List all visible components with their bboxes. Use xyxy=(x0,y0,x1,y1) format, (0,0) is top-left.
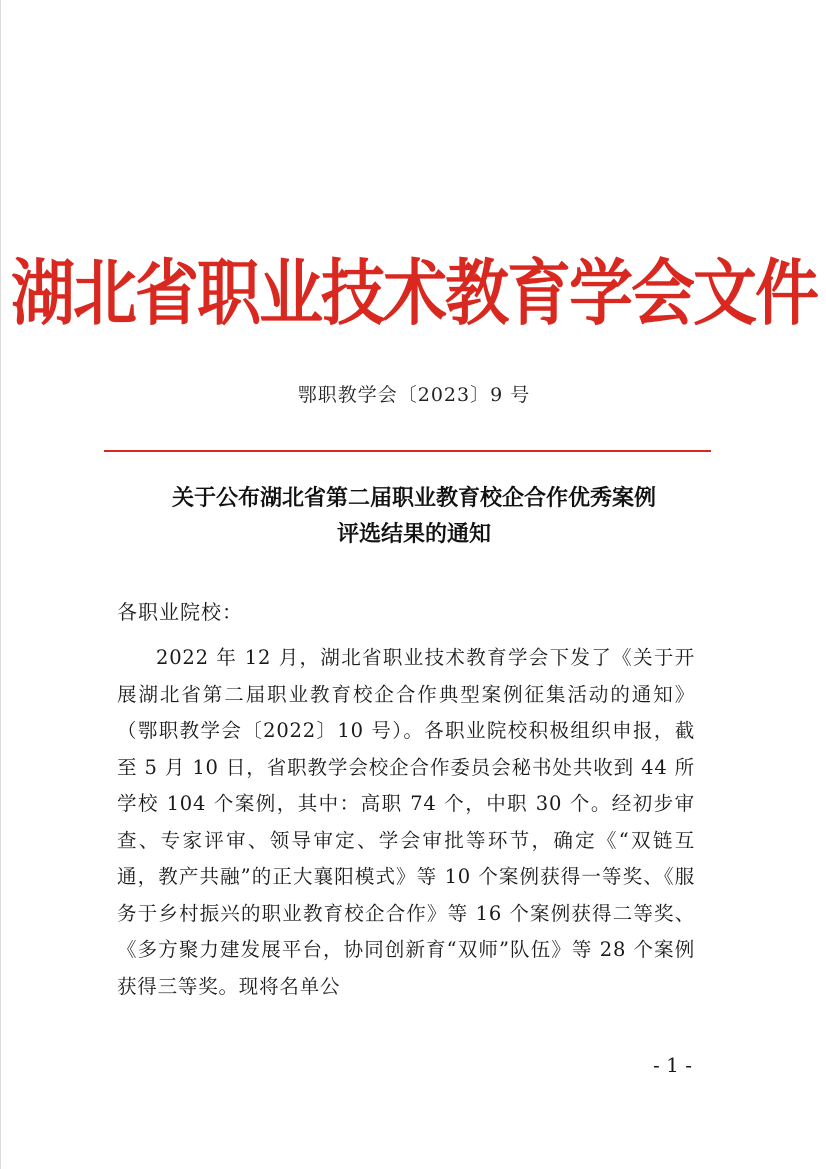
page-number: - 1 - xyxy=(653,1053,692,1077)
red-header-title: 湖北省职业技术教育学会文件 xyxy=(11,252,817,336)
red-divider-line xyxy=(104,450,711,452)
notice-title xyxy=(81,481,747,553)
notice-title-line-2: 评选结果的通知 xyxy=(336,522,491,547)
notice-title-line-1: 关于公布湖北省第二届职业教育校企合作优秀案例 xyxy=(171,486,656,511)
document-number: 鄂职教学会〔2023〕9 号 xyxy=(297,384,531,406)
salutation: 各职业院校： xyxy=(117,600,243,624)
body-paragraph: 2022 年 12 月，湖北省职业技术教育学会下发了《关于开展湖北省第二届职业教育校企合作典型案例征集活动的通知》（鄂职教学会〔2022〕10 号）。各职业院校积极组织申报，截至 5 月 10 日，省职教学会校企合作委员会秘书处共收到 44 所学校 104 个案例，其中：高职 74 个，中职 30 个。经初步审查、专家评审、领导审定、学会审批等环节，确定《“双链互通，教产共融”的正大襄阳模式》等 10 个案例获得一等奖、《服务于乡村振兴的职业教育校企合作》等 16 个案例获得二等奖、《多方聚力建发展平台，协同创新育“双师”队伍》等 28 个案例获得三等奖。现将名单公 xyxy=(117,646,695,998)
